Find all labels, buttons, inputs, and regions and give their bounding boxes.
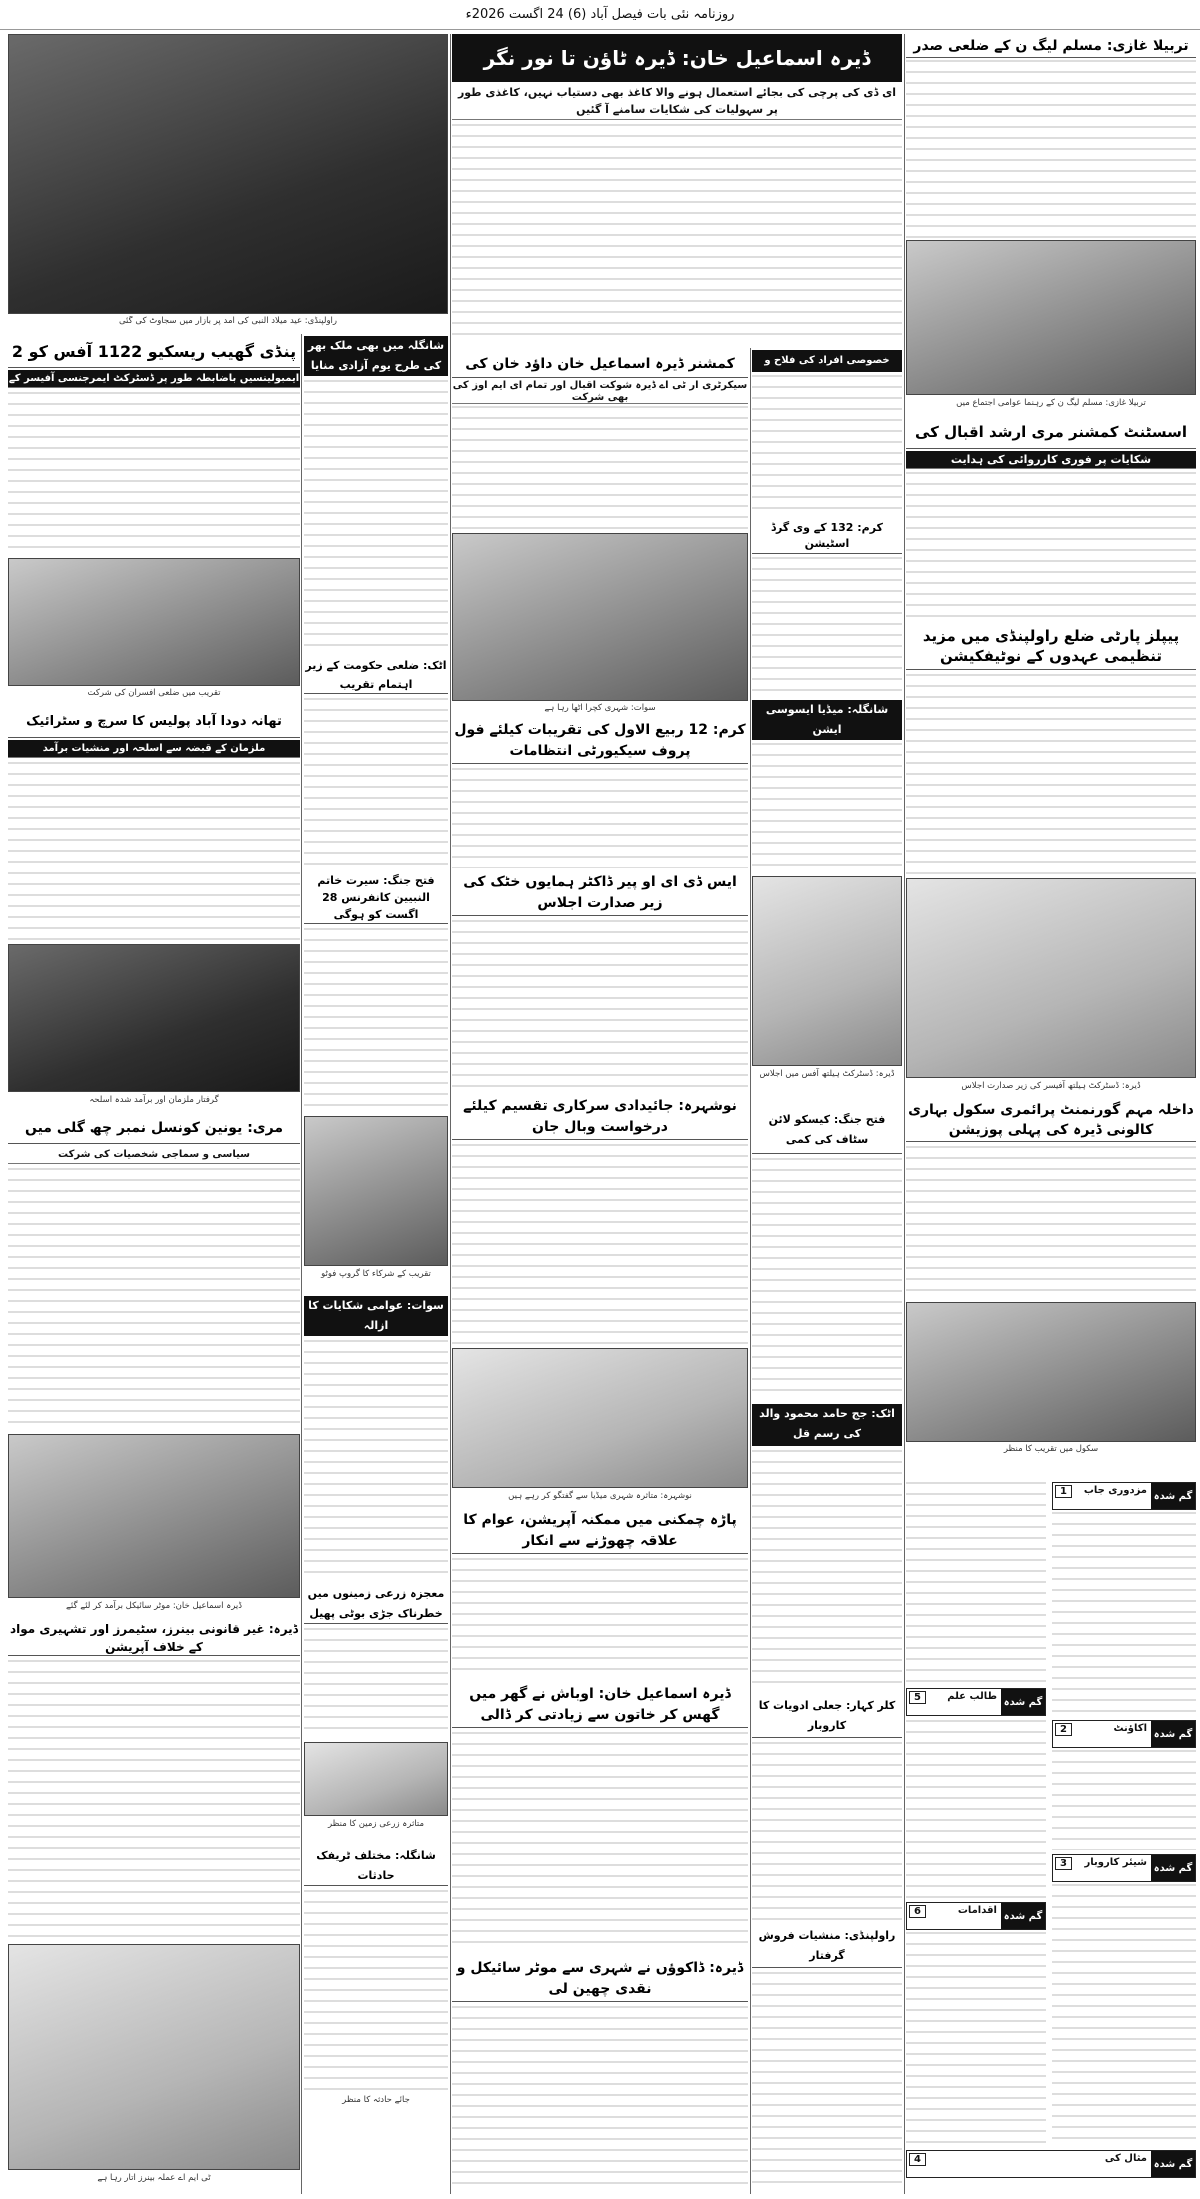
col1-story4-headline: ڈیرہ: غیر قانونی بینرز، سٹیمرز اور تشہیری مواد کے خلاف آپریشن xyxy=(9,1622,299,1654)
col1-photo2 xyxy=(8,558,300,686)
col2-story6-headline: شانگلہ: مختلف ٹریفک حادثات xyxy=(304,1846,448,1886)
classified-tag: گم شدہ xyxy=(1001,1689,1045,1715)
classified-4 xyxy=(906,2150,1196,2178)
col4-photo1 xyxy=(752,876,902,1066)
col3-story3-headline: ایس ڈی ای او پیر ڈاکٹر ہمایوں خٹک کی زیر صدارت اجلاس xyxy=(452,872,748,916)
col1-photo3 xyxy=(8,944,300,1092)
col1-photo3-caption: گرفتار ملزمان اور برآمد شدہ اسلحہ xyxy=(89,1095,219,1105)
classified-5 xyxy=(906,1688,1046,1716)
classified-left-body xyxy=(906,1482,1046,1682)
classified-tag: گم شدہ xyxy=(1151,1721,1195,1747)
col2-story2-body xyxy=(304,698,448,868)
col1-story2-headline: تھانہ دودا آباد پولیس کا سرچ و سٹرائیک xyxy=(8,706,300,738)
col2-photo1-caption: تقریب کے شرکاء کا گروپ فوٹو xyxy=(321,1269,431,1279)
classified-6-body xyxy=(906,1932,1046,2144)
col3-story2-body xyxy=(452,768,748,868)
col4-story6-headline: کلر کہار: جعلی ادویات کا کاروبار xyxy=(752,1696,902,1738)
col1-story3-sub: سیاسی و سماجی شخصیات کی شرکت xyxy=(8,1146,300,1164)
col2-story5-headline: معجزہ زرعی زمینوں میں خطرناک جڑی بوٹی پھیل xyxy=(304,1584,448,1624)
col1-photo1-caption: راولپنڈی: عید میلاد النبی کی آمد پر بازار میں سجاوٹ کی گئی xyxy=(118,316,338,326)
col5-story4-body xyxy=(906,1146,1196,1298)
classified-3 xyxy=(1052,1854,1196,1882)
col2-story3-headline: فتح جنگ: سیرت خاتم النبیین کانفرنس 28 اگست کو ہوگی xyxy=(304,872,448,924)
column-rule xyxy=(904,34,905,2194)
col1-photo1 xyxy=(8,34,448,314)
col2-story5-body xyxy=(304,1628,448,1738)
col1-story1-body xyxy=(8,392,300,554)
masthead: روزنامہ نئی بات فیصل آباد (6) 24 اگست 2026ء xyxy=(0,0,1200,30)
col4-story1-headline: خصوصی افراد کی فلاح و xyxy=(752,350,902,372)
col1-story2-body xyxy=(8,762,300,940)
col2-story4-headline: سوات: عوامی شکایات کا ازالہ xyxy=(304,1296,448,1336)
classified-3-body xyxy=(1052,1884,1196,2144)
col3-story4-headline: نوشہرہ: جائیدادی سرکاری تقسیم کیلئے درخواست وبال جان xyxy=(452,1096,748,1140)
classified-5-body xyxy=(906,1720,1046,1900)
col2-story6-body xyxy=(304,1890,448,2090)
col5-photo2-caption: ڈیرہ: ڈسٹرکٹ ہیلتھ آفیسر کی زیر صدارت اجلاس xyxy=(961,1081,1141,1091)
col5-photo2 xyxy=(906,878,1196,1078)
classified-title: مزدوری جاب xyxy=(1083,1485,1147,1496)
col1-story4-body xyxy=(8,1660,300,1940)
classified-2-body xyxy=(1052,1750,1196,1850)
col3-story7-headline: ڈیرہ: ڈاکوؤں نے شہری سے موٹر سائیکل و نقدی چھین لی xyxy=(452,1958,748,2002)
classified-number: 2 xyxy=(1055,1723,1072,1736)
col1-photo4 xyxy=(8,1434,300,1598)
col5-photo1-caption: تربیلا غازی: مسلم لیگ ن کے رہنما عوامی اجتماع میں xyxy=(956,398,1146,408)
col2-story4-body xyxy=(304,1340,448,1580)
col3-story7-body xyxy=(452,2006,748,2192)
col1-photo5 xyxy=(8,1944,300,2170)
col4-photo1-caption: ڈیرہ: ڈسٹرکٹ ہیلتھ آفس میں اجلاس xyxy=(759,1069,895,1079)
col2-story1-body xyxy=(304,380,448,650)
lead-sub: ای ڈی کی پرچی کی بجائے استعمال ہونے والا کاغذ بھی دستیاب نہیں، کاغذی طور پر سہولیات کی شکایات سامنے آ گئیں xyxy=(452,84,902,120)
classified-1-body xyxy=(1052,1512,1196,1712)
classified-title: شیئر کاروبار xyxy=(1084,1857,1147,1868)
classified-title: طالب علم xyxy=(947,1691,997,1702)
col4-story5-body xyxy=(752,1450,902,1690)
col1-story3-body xyxy=(8,1168,300,1428)
col2-story2-headline: اٹک: ضلعی حکومت کے زیر اہتمام تقریب xyxy=(304,656,448,694)
col5-photo3 xyxy=(906,1302,1196,1442)
col4-story2-body xyxy=(752,557,902,697)
col5-story3-headline: پیپلز پارٹی ضلع راولپنڈی میں مزید تنظیمی عہدوں کے نوٹیفکیشن xyxy=(906,626,1196,670)
col5-story3-body xyxy=(906,674,1196,874)
classified-number: 4 xyxy=(909,2153,926,2166)
classified-title: مثال کی xyxy=(1104,2153,1147,2164)
lead-body xyxy=(452,124,902,344)
col5-story2-body xyxy=(906,472,1196,622)
col3-story5-body xyxy=(452,1558,748,1678)
column-rule xyxy=(301,334,302,2194)
classified-1 xyxy=(1052,1482,1196,1510)
col3-story6-headline: ڈیرہ اسماعیل خان: اوباش نے گھر میں گھس کر خاتون سے زیادتی کر ڈالی xyxy=(452,1684,748,1728)
col4-story3-headline: شانگلہ: میڈیا ایسوسی ایشن xyxy=(752,700,902,740)
col2-photo3-caption: جائے حادثہ کا منظر xyxy=(342,2095,410,2105)
col4-story4-headline: فتح جنگ: کیسکو لائن سٹاف کی کمی xyxy=(752,1110,902,1154)
col2-photo2-caption: متاثرہ زرعی زمین کا منظر xyxy=(327,1819,425,1829)
col5-story2-sub: شکایات پر فوری کارروائی کی ہدایت xyxy=(906,451,1196,469)
col5-photo3-caption: سکول میں تقریب کا منظر xyxy=(1003,1444,1099,1454)
classified-tag: گم شدہ xyxy=(1001,1903,1045,1929)
col2-photo2 xyxy=(304,1742,448,1816)
col3-story3-body xyxy=(452,920,748,1090)
col3-story4-body xyxy=(452,1144,748,1344)
col4-story3-body xyxy=(752,743,902,871)
col1-photo4-caption: ڈیرہ اسماعیل خان: موٹر سائیکل برآمد کر لئے گئے xyxy=(65,1601,243,1611)
col5-story4-headline: داخلہ مہم گورنمنٹ پرائمری سکول بہاری کالونی ڈیرہ کی پہلی پوزیشن xyxy=(906,1100,1196,1142)
classified-number: 6 xyxy=(909,1905,926,1918)
col4-story1-body xyxy=(752,375,902,515)
classified-title: اکاؤنٹ xyxy=(1113,1723,1147,1734)
col1-photo2-caption: تقریب میں ضلعی افسران کی شرکت xyxy=(87,688,221,698)
col1-story3-headline: مری: یونین کونسل نمبر چھ گلی میں xyxy=(8,1112,300,1144)
col3-story1-body xyxy=(452,406,748,530)
column-rule xyxy=(750,348,751,2194)
classified-tag: گم شدہ xyxy=(1151,1855,1195,1881)
classified-tag: گم شدہ xyxy=(1151,1483,1195,1509)
classified-6 xyxy=(906,1902,1046,1930)
col3-story6-body xyxy=(452,1732,748,1952)
col3-story5-headline: پاڑہ چمکنی میں ممکنہ آپریشن، عوام کا علاقہ چھوڑنے سے انکار xyxy=(452,1510,748,1554)
col3-photo1-caption: سوات: شہری کچرا اٹھا رہا ہے xyxy=(544,703,656,713)
col4-story5-headline: اٹک: جج حامد محمود والد کی رسم قل xyxy=(752,1404,902,1446)
col2-photo1 xyxy=(304,1116,448,1266)
col3-photo2 xyxy=(452,1348,748,1488)
classified-number: 1 xyxy=(1055,1485,1072,1498)
col4-story7-body xyxy=(752,1972,902,2192)
column-rule xyxy=(450,34,451,2194)
col3-story1-sub: سیکرٹری آر ٹی اے ڈیرہ شوکت اقبال اور تمام ای ایم اوز کی بھی شرکت xyxy=(452,380,748,403)
col5-photo1 xyxy=(906,240,1196,395)
col1-story1-headline: پنڈی گھیب ریسکیو 1122 آفس کو 2 xyxy=(8,336,300,368)
col4-story7-headline: راولپنڈی: منشیات فروش گرفتار xyxy=(752,1926,902,1968)
classified-number: 5 xyxy=(909,1691,926,1704)
col2-story1-headline: شانگلہ میں بھی ملک بھر کی طرح یوم آزادی منایا xyxy=(304,336,448,376)
col1-story2-sub: ملزمان کے قبضہ سے اسلحہ اور منشیات برآمد xyxy=(8,740,300,758)
classified-tag: گم شدہ xyxy=(1151,2151,1195,2177)
col5-story1-body xyxy=(906,60,1196,238)
col1-story1-sub: ایمبولینسیں باضابطہ طور پر ڈسٹرکٹ ایمرجنسی آفیسر کے xyxy=(8,370,300,388)
classified-2 xyxy=(1052,1720,1196,1748)
col3-story1-headline: کمشنر ڈیرہ اسماعیل خان داؤد خان کی xyxy=(452,350,748,378)
col3-photo2-caption: نوشہرہ: متاثرہ شہری میڈیا سے گفتگو کر رہے ہیں xyxy=(508,1491,692,1501)
col2-story3-body xyxy=(304,928,448,1112)
col4-story2-headline: کرم: 132 کے وی گرڈ اسٹیشن xyxy=(752,520,902,554)
classified-number: 3 xyxy=(1055,1857,1072,1870)
col5-story2-headline: اسسٹنٹ کمشنر مری ارشد اقبال کی xyxy=(906,415,1196,449)
lead-headline: ڈیرہ اسماعیل خان: ڈیرہ ٹاؤن تا نور نگر xyxy=(452,34,902,82)
col3-photo1 xyxy=(452,533,748,701)
col4-story4-body xyxy=(752,1158,902,1400)
col3-story2-headline: کرم: 12 ربیع الاول کی تقریبات کیلئے فول پروف سیکیورٹی انتظامات xyxy=(452,720,748,764)
col4-story6-body xyxy=(752,1742,902,1922)
col1-photo5-caption: ٹی ایم اے عملہ بینرز اتار رہا ہے xyxy=(97,2173,211,2183)
classified-title: اقدامات xyxy=(957,1905,997,1916)
col5-story1-headline: تربیلا غازی: مسلم لیگ ن کے ضلعی صدر xyxy=(906,34,1196,58)
